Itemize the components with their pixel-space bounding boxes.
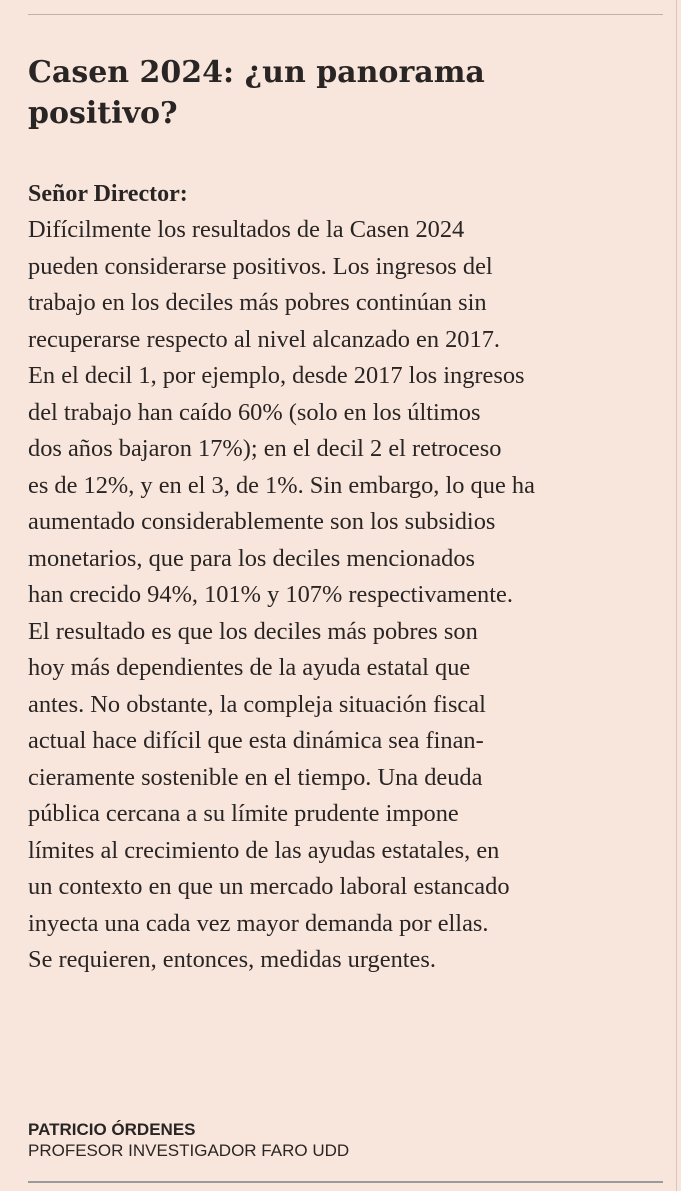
body-line: recuperarse respecto al nivel alcanzado en 2017.: [28, 325, 500, 353]
author-affiliation: PROFESOR INVESTIGADOR FARO UDD: [28, 1141, 350, 1160]
letter-title: Casen 2024: ¿un panorama positivo?: [28, 55, 485, 131]
bottom-divider: [28, 1181, 663, 1183]
author-name: PATRICIO ÓRDENES: [28, 1120, 196, 1139]
body-line: dos años bajaron 17%); en el decil 2 el retroceso: [28, 435, 502, 462]
body-line: cieramente sostenible en el tiempo. Una deuda: [28, 763, 483, 791]
body-line: límites al crecimiento de las ayudas estatales, en: [28, 836, 500, 864]
body-line: hoy más dependientes de la ayuda estatal que: [28, 654, 471, 681]
body-line: inyecta una cada vez mayor demanda por ellas.: [28, 909, 489, 937]
body-line: es de 12%, y en el 3, de 1%. Sin embargo, lo que ha: [28, 471, 535, 499]
body-line: antes. No obstante, la compleja situación fiscal: [28, 690, 486, 718]
body-line: un contexto en que un mercado laboral estancado: [28, 873, 510, 900]
body-line: pública cercana a su límite prudente impone: [28, 800, 459, 827]
body-line: trabajo en los deciles más pobres continúan sin: [28, 289, 487, 316]
body-line: Difícilmente los resultados de la Casen 2024: [28, 216, 465, 243]
body-line: del trabajo han caído 60% (solo en los últimos: [28, 398, 481, 426]
right-divider: [676, 0, 677, 1191]
letter-body: [28, 212, 668, 979]
body-line: monetarios, que para los deciles mencionados: [28, 544, 476, 572]
body-line: han crecido 94%, 101% y 107% respectivamente.: [28, 581, 513, 608]
body-line: aumentado considerablemente son los subsidios: [28, 508, 496, 535]
salutation: Señor Director:: [28, 181, 188, 207]
body-line: pueden considerarse positivos. Los ingresos del: [28, 252, 493, 280]
body-line: En el decil 1, por ejemplo, desde 2017 los ingresos: [28, 362, 525, 389]
body-line: Se requieren, entonces, medidas urgentes.: [28, 946, 436, 973]
top-divider: [28, 14, 663, 15]
body-line: El resultado es que los deciles más pobres son: [28, 617, 478, 645]
body-line: actual hace difícil que esta dinámica sea finan-: [28, 727, 484, 754]
